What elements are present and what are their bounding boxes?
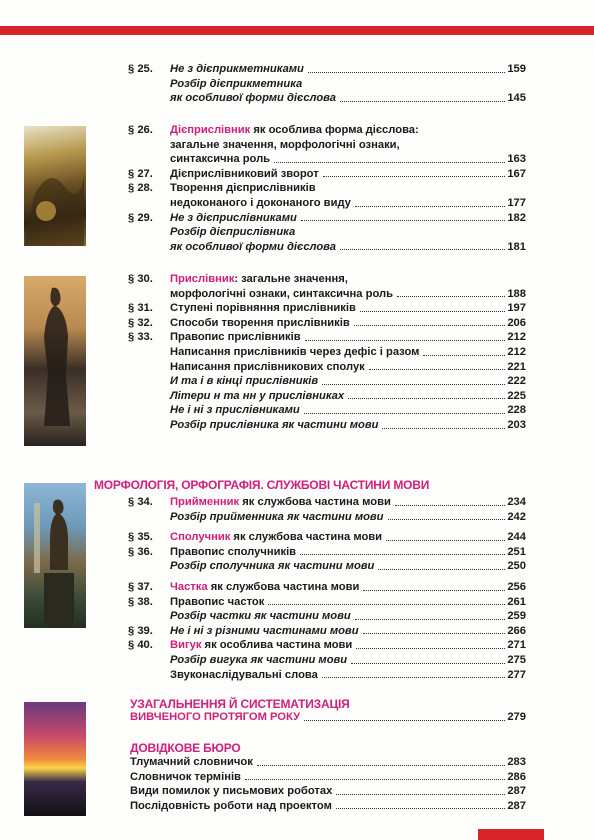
entry-text: як особливої форми дієслова [170, 240, 337, 253]
page-number: 167 [507, 167, 526, 180]
entry-text: Не з дієприкметниками [170, 63, 304, 75]
entry-title: Словничок термінів [130, 770, 241, 783]
reference-entry [130, 784, 526, 799]
summary-title-line-2: ВИВЧЕНОГО ПРОТЯГОМ РОКУ [130, 711, 301, 723]
leader-dots [382, 418, 505, 429]
entry-title [170, 152, 270, 167]
toc-block-adverbial-participles [128, 123, 526, 254]
entry-title [170, 345, 419, 360]
entry-title [170, 374, 318, 389]
entry-title [170, 123, 419, 138]
entry-title [170, 624, 359, 639]
page-number: 256 [507, 581, 526, 593]
entry-text: : загальне значення, [234, 273, 348, 285]
entry-text: Розбір частки як частини мови [170, 610, 351, 623]
entry-title [170, 559, 374, 574]
entry-title [170, 211, 297, 226]
leader-dots [323, 167, 506, 178]
entry-title [170, 418, 378, 433]
page-number: 181 [507, 240, 526, 253]
toc-entry [128, 345, 526, 360]
page-number: 177 [507, 196, 526, 209]
entry-text: як особлива форма дієслова: [250, 124, 419, 136]
toc-entry [128, 77, 526, 92]
toc-entry [128, 374, 526, 389]
leader-dots [305, 330, 506, 341]
page-number: 250 [507, 560, 526, 573]
entry-title [170, 196, 351, 211]
toc-entry [128, 580, 526, 595]
section-number: § 36. [128, 545, 153, 558]
entry-title [170, 510, 384, 525]
page-number: 221 [507, 360, 526, 373]
section-number: § 28. [128, 182, 153, 195]
entry-text: як службова частина мови [230, 531, 383, 543]
toc-entry [128, 272, 526, 287]
leader-dots [354, 316, 506, 327]
entry-title [170, 545, 296, 560]
entry-title [170, 495, 391, 510]
leader-dots [300, 545, 505, 556]
toc-entry [128, 609, 526, 624]
entry-title [170, 609, 351, 624]
entry-text: Написання прислівникових сполук [170, 360, 365, 373]
monument-illustration [24, 483, 86, 628]
leader-dots [355, 609, 506, 620]
page-number: 206 [507, 316, 526, 329]
entry-text: недоконаного і доконаного виду [170, 196, 351, 209]
entry-text: Способи творення прислівників [170, 316, 350, 329]
entry-text: Літери н та нн у прислівниках [170, 389, 345, 402]
page-number: 266 [507, 624, 526, 637]
toc-entry [128, 389, 526, 404]
leader-dots [423, 345, 505, 356]
leader-dots [322, 374, 505, 385]
toc-entry [128, 91, 526, 106]
toc-entry [128, 653, 526, 668]
entry-title [170, 240, 336, 255]
entry-title [170, 403, 300, 418]
page-number: 188 [507, 287, 526, 300]
entry-title: Послідовність роботи над проектом [130, 799, 332, 812]
entry-text: Творення дієприслівників [170, 182, 316, 195]
entry-title [170, 653, 347, 668]
toc-entry [128, 287, 526, 302]
page-number: 225 [507, 389, 526, 402]
reference-title: ДОВІДКОВЕ БЮРО [130, 741, 241, 755]
entry-title [170, 330, 301, 345]
page-number: 203 [507, 418, 526, 431]
entry-title: Тлумачний словничок [130, 756, 253, 768]
section-number: § 37. [128, 581, 153, 593]
entry-text: Написання прислівників через дефіс і разом [170, 345, 420, 358]
leader-dots [245, 770, 505, 781]
leader-dots [336, 799, 505, 810]
leader-dots [388, 510, 506, 521]
toc-entry [128, 530, 526, 545]
page-number: 182 [507, 211, 526, 224]
entry-text: Звуконаслідувальні слова [170, 668, 318, 681]
leader-dots [301, 211, 506, 222]
page-number: 228 [507, 404, 526, 417]
entry-title [170, 595, 264, 610]
entry-text: синтаксична роль [170, 153, 271, 166]
toc-entry [128, 510, 526, 525]
entry-text: Не і ні з різними частинами мови [170, 624, 359, 637]
section-number: § 31. [128, 302, 153, 315]
highlighted-term: Прислівник [170, 273, 235, 285]
entry-title [170, 138, 400, 153]
page-number: 277 [507, 668, 526, 681]
sunset-illustration [24, 702, 86, 816]
toc-entry [128, 240, 526, 255]
statue-illustration [24, 276, 86, 446]
toc-entry [128, 668, 526, 683]
highlighted-term: Частка [170, 581, 208, 593]
entry-title: Види помилок у письмових роботах [130, 785, 333, 798]
leader-dots [355, 196, 505, 207]
leader-dots [356, 638, 505, 649]
entry-text: як особлива частина мови [201, 639, 353, 652]
entry-text: Не і ні з прислівниками [170, 404, 300, 417]
section-number: § 29. [128, 211, 153, 224]
toc-entry [128, 316, 526, 331]
section-number: § 26. [128, 124, 153, 136]
leader-dots [369, 360, 506, 371]
section-number: § 27. [128, 167, 153, 180]
leader-dots [340, 91, 505, 102]
leader-dots [386, 530, 505, 541]
entry-title [170, 91, 336, 106]
leader-dots [351, 653, 505, 664]
entry-text: Правопис прислівників [170, 331, 301, 344]
leader-dots [363, 624, 506, 635]
page-number: 259 [507, 610, 526, 623]
toc-block-conjunctions [128, 530, 526, 574]
page-number: 222 [507, 375, 526, 388]
toc-entry [128, 167, 526, 182]
page-number: 271 [507, 639, 526, 652]
page-number: 197 [507, 302, 526, 315]
toc-entry [128, 545, 526, 560]
section-number: § 38. [128, 595, 153, 608]
page-number: 275 [507, 653, 526, 666]
entry-text: загальне значення, морфологічні ознаки, [170, 138, 400, 151]
entry-text: Розбір прийменника як частини мови [170, 510, 384, 523]
toc-block-reference [130, 755, 526, 813]
page-number: 261 [507, 595, 526, 608]
page-number: 251 [507, 545, 526, 558]
toc-block-prepositions [128, 495, 526, 524]
toc-entry [128, 225, 526, 240]
toc-entry [128, 559, 526, 574]
entry-text: И та і в кінці прислівників [170, 375, 319, 388]
section-number: § 32. [128, 316, 153, 329]
entry-title [170, 77, 302, 92]
leader-dots [363, 580, 505, 591]
bottom-red-tab [478, 829, 544, 840]
page-number: 279 [507, 711, 526, 723]
entry-text: Розбір прислівника як частини мови [170, 418, 379, 431]
leader-dots [304, 710, 505, 721]
leader-dots [336, 784, 505, 795]
entry-title [170, 301, 356, 316]
section-number: § 34. [128, 496, 153, 508]
toc-entry [128, 418, 526, 433]
reference-entry [130, 770, 526, 785]
page-number: 242 [507, 510, 526, 523]
highlighted-term: Прийменник [170, 496, 240, 508]
page-number: 286 [507, 770, 526, 783]
entry-title [170, 530, 382, 545]
entry-text: як службова частина мови [239, 496, 391, 508]
page-number: 212 [507, 331, 526, 344]
entry-text: морфологічні ознаки, синтаксична роль [170, 287, 394, 300]
section-title-service-parts: МОРФОЛОГІЯ, ОРФОГРАФІЯ. СЛУЖБОВІ ЧАСТИНИ МОВИ [94, 478, 430, 492]
leader-dots [268, 595, 505, 606]
entry-title [170, 287, 393, 302]
leader-dots [322, 668, 505, 679]
toc-entry [128, 152, 526, 167]
entry-text: Дієприслівниковий зворот [170, 167, 319, 180]
entry-title [170, 225, 295, 240]
leader-dots [348, 389, 505, 400]
toc-entry [128, 181, 526, 196]
entry-title [170, 167, 319, 182]
leader-dots [360, 301, 505, 312]
painting-illustration-1 [24, 126, 86, 246]
entry-title [170, 316, 350, 331]
section-number: § 40. [128, 639, 153, 652]
leader-dots [397, 287, 505, 298]
page-number: 234 [507, 496, 526, 508]
toc-entry [128, 123, 526, 138]
toc-entry [128, 211, 526, 226]
entry-title [170, 389, 344, 404]
leader-dots [395, 495, 505, 506]
toc-block-adverbs [128, 272, 526, 433]
toc-entry [128, 624, 526, 639]
toc-entry [128, 403, 526, 418]
entry-title [170, 668, 318, 683]
toc-entry [128, 495, 526, 510]
entry-title [170, 580, 359, 595]
section-number: § 39. [128, 624, 153, 637]
page-number: 287 [507, 785, 526, 798]
toc-entry [128, 360, 526, 375]
page-number: 287 [507, 799, 526, 812]
toc-block-particles-interjections [128, 580, 526, 682]
summary-row [130, 710, 526, 725]
entry-text: Розбір вигука як частини мови [170, 653, 348, 666]
entry-text: Правопис сполучників [170, 545, 297, 558]
entry-text: Розбір сполучника як частини мови [170, 560, 375, 573]
toc-entry [128, 330, 526, 345]
entry-text: Правопис часток [170, 595, 265, 608]
leader-dots [308, 62, 505, 73]
entry-text: Ступені порівняння прислівників [170, 302, 356, 315]
entry-title [170, 360, 365, 375]
entry-title [170, 272, 348, 287]
top-red-bar [0, 26, 594, 35]
reference-entry [130, 755, 526, 770]
leader-dots [340, 240, 505, 251]
toc-entry [128, 301, 526, 316]
toc-entry [128, 638, 526, 653]
leader-dots [257, 755, 506, 766]
entry-text: Розбір дієприкметника [170, 77, 303, 90]
leader-dots [378, 559, 505, 570]
entry-title [170, 638, 352, 653]
page-number: 212 [507, 345, 526, 358]
page-number: 163 [507, 153, 526, 166]
section-number: § 30. [128, 273, 153, 285]
toc-entry [128, 62, 526, 77]
section-number: § 25. [128, 63, 153, 75]
toc-entry [128, 138, 526, 153]
leader-dots [304, 403, 506, 414]
section-number: § 35. [128, 531, 153, 543]
leader-dots [274, 152, 505, 163]
page-number: 283 [507, 756, 526, 768]
summary-title-line-1: УЗАГАЛЬНЕННЯ Й СИСТЕМАТИЗАЦІЯ [130, 697, 350, 711]
highlighted-term: Сполучник [170, 531, 231, 543]
page-number: 159 [507, 63, 526, 75]
highlighted-term: Дієприслівник [170, 124, 251, 136]
entry-title [170, 181, 316, 196]
entry-text: як особливої форми дієслова [170, 92, 337, 105]
reference-entry [130, 799, 526, 814]
section-number: § 33. [128, 331, 153, 344]
page-number: 145 [507, 92, 526, 105]
toc-entry [128, 196, 526, 211]
highlighted-term: Вигук [170, 639, 202, 652]
toc-entry [128, 595, 526, 610]
entry-text: як службова частина мови [207, 581, 360, 593]
entry-text: Не з дієприслівниками [170, 211, 297, 224]
entry-text: Розбір дієприслівника [170, 226, 296, 239]
page-number: 244 [507, 531, 526, 543]
toc-block-adjectival-participles [128, 62, 526, 106]
entry-title [170, 62, 304, 77]
